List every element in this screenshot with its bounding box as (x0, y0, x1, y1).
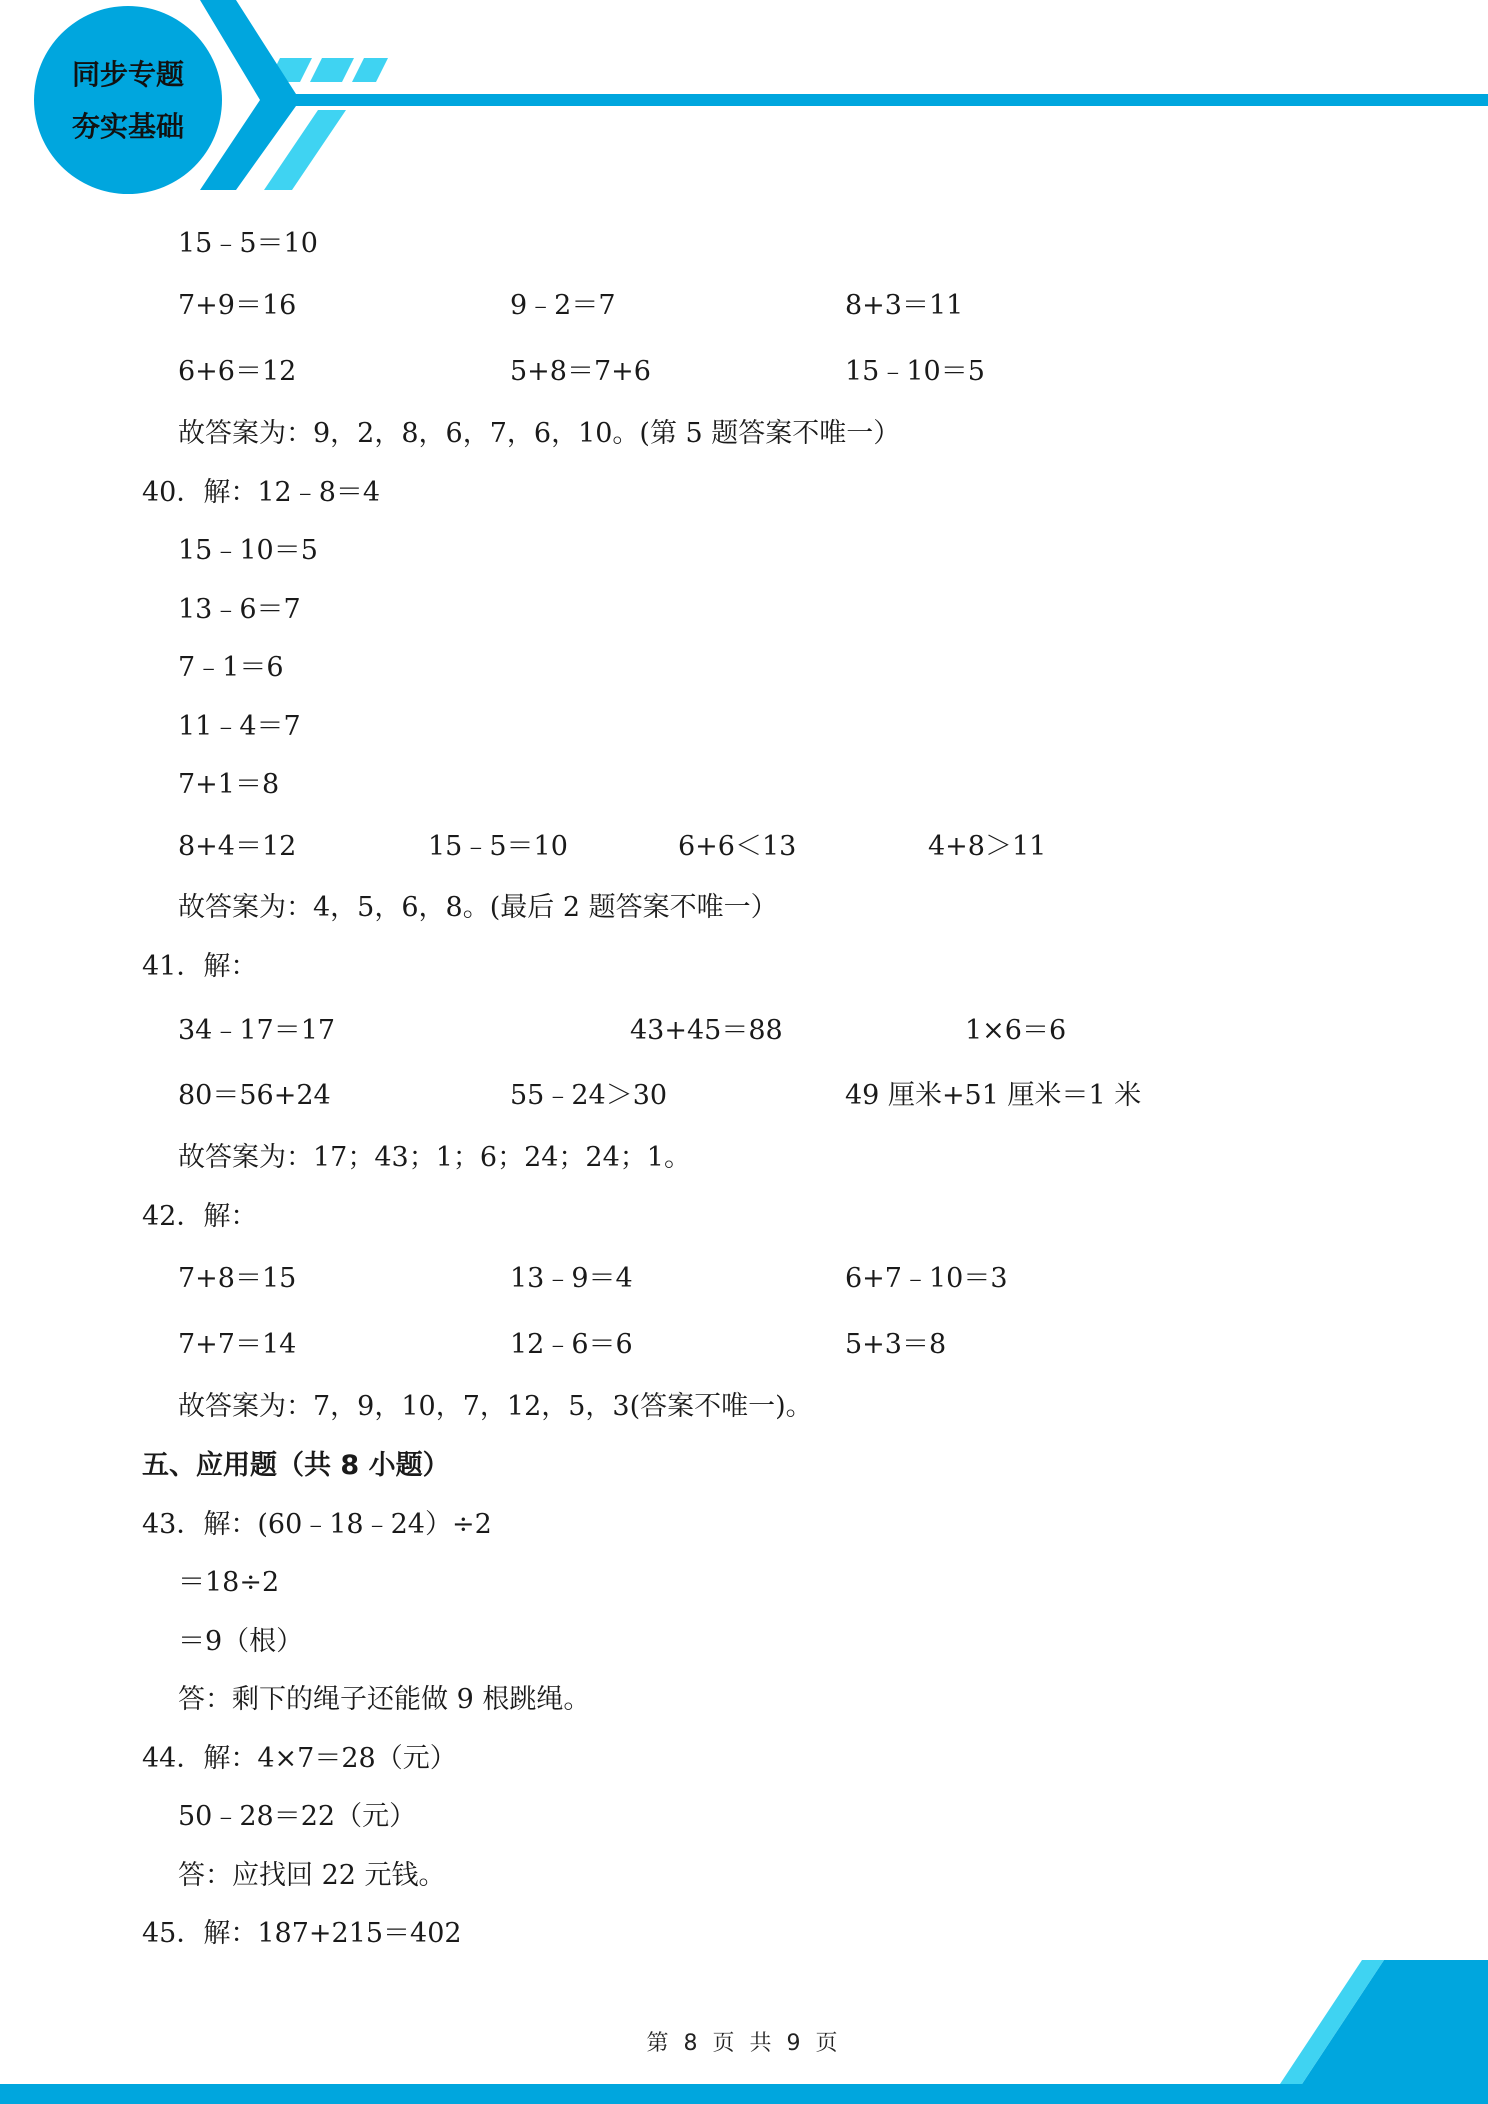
question-44: 44．解：4×7＝28（元） (142, 1743, 457, 1774)
equation-line: 80＝56+24 (178, 1080, 331, 1111)
equation-line: 4+8＞11 (928, 831, 1047, 862)
badge-line2: 夯实基础 (71, 110, 184, 143)
equation-line: 6+7﹣10＝3 (845, 1263, 1008, 1294)
equation-line: 34﹣17＝17 (178, 1015, 336, 1046)
equation-line: 55﹣24＞30 (510, 1080, 668, 1111)
answer-line: 故答案为：4，5，6，8。(最后 2 题答案不唯一） (178, 892, 778, 923)
equation-line: 7+7＝14 (178, 1329, 297, 1360)
equation-line: 6+6＜13 (678, 831, 797, 862)
answer-line: 答：剩下的绳子还能做 9 根跳绳。 (178, 1684, 591, 1715)
question-42: 42．解： (142, 1201, 258, 1232)
equation-line: 15﹣5＝10 (428, 831, 568, 862)
equation-line: 49 厘米+51 厘米＝1 米 (845, 1080, 1142, 1111)
equation-line: 1×6＝6 (965, 1015, 1067, 1046)
equation-line: 15﹣10＝5 (178, 535, 318, 566)
equation-line: 8+3＝11 (845, 290, 964, 321)
question-41: 41．解： (142, 951, 258, 982)
section-heading: 五、应用题（共 8 小题） (142, 1450, 450, 1481)
equation-line: 13﹣6＝7 (178, 594, 301, 625)
answer-line: 故答案为：17；43；1；6；24；24；1。 (178, 1142, 691, 1173)
equation-line: 15﹣5＝10 (178, 228, 318, 259)
badge-line1: 同步专题 (71, 58, 184, 91)
equation-line: ＝9（根） (178, 1626, 304, 1657)
question-43: 43．解：(60﹣18﹣24）÷2 (142, 1509, 492, 1540)
equation-line: 5+3＝8 (845, 1329, 947, 1360)
equation-line: 9﹣2＝7 (510, 290, 616, 321)
equation-line: 7+1＝8 (178, 769, 280, 800)
equation-line: 50﹣28＝22（元） (178, 1801, 417, 1832)
equation-line: ＝18÷2 (178, 1567, 280, 1598)
equation-line: 7﹣1＝6 (178, 652, 284, 683)
equation-line: 43+45＝88 (630, 1015, 783, 1046)
question-40: 40．解：12﹣8＝4 (142, 477, 381, 508)
equation-line: 5+8＝7+6 (510, 356, 651, 387)
equation-line: 7+9＝16 (178, 290, 297, 321)
page-number: 第 8 页 共 9 页 (646, 2031, 842, 2056)
equation-line: 15﹣10＝5 (845, 356, 985, 387)
equation-line: 12﹣6＝6 (510, 1329, 633, 1360)
equation-line: 7+8＝15 (178, 1263, 297, 1294)
answer-line: 故答案为：7，9，10，7，12，5，3(答案不唯一)。 (178, 1391, 813, 1422)
equation-line: 11﹣4＝7 (178, 711, 301, 742)
equation-line: 13﹣9＝4 (510, 1263, 633, 1294)
equation-line: 6+6＝12 (178, 356, 297, 387)
header-badge (30, 8, 226, 194)
answer-line: 故答案为：9，2，8，6，7，6，10。(第 5 题答案不唯一） (178, 418, 901, 449)
question-45: 45．解：187+215＝402 (142, 1918, 462, 1949)
page-header (0, 0, 1488, 200)
answer-line: 答：应找回 22 元钱。 (178, 1860, 446, 1891)
equation-line: 8+4＝12 (178, 831, 297, 862)
